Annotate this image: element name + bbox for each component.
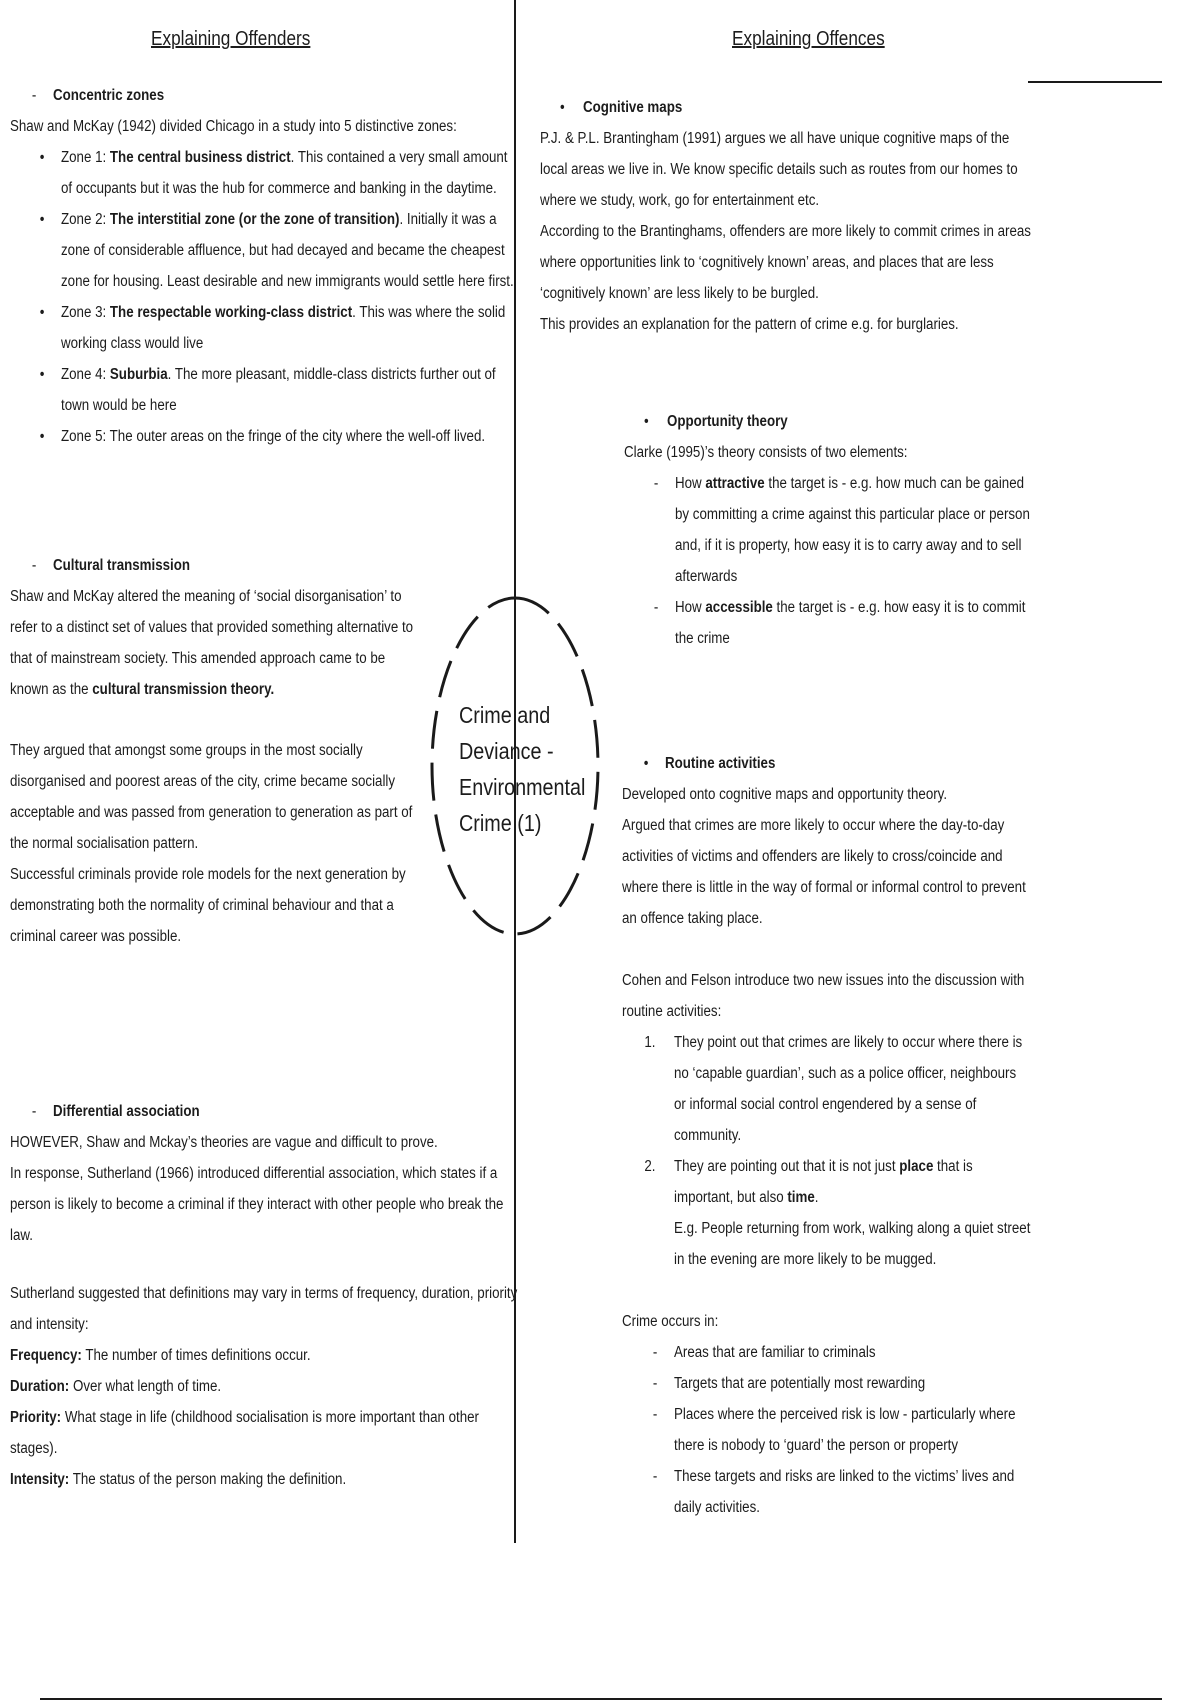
differential-text: In response, Sutherland (1966) introduced differential association, which states if a xyxy=(10,1165,498,1182)
number-marker: 2. xyxy=(644,1158,656,1175)
right-column-title: Explaining Offences xyxy=(732,28,885,50)
routine-numbered-list xyxy=(644,1027,1088,1275)
zone4-text: . The more pleasant, middle-class districts further out of xyxy=(167,366,496,383)
bullet-marker: • xyxy=(39,211,45,228)
center-title-line: Crime (1) xyxy=(459,810,542,836)
routine-issue-text: community. xyxy=(674,1127,742,1144)
zone2-text-cont: zone for housing. Least desirable and new immigrants would settle here first. xyxy=(61,273,514,290)
zone1-name: The central business district xyxy=(109,149,291,166)
crime-occurs-item: Areas that are familiar to criminals xyxy=(674,1344,876,1361)
cognitive-text: ‘cognitively known’ are less likely to be burgled. xyxy=(540,285,819,302)
zone2-text-cont: zone of considerable affluence, but had decayed and became the cheapest xyxy=(61,242,505,259)
zone1-text-cont: of occupants but it was the hub for commerce and banking in the daytime. xyxy=(61,180,497,197)
zone3-text-cont: working class would live xyxy=(61,335,204,352)
opportunity-text: the target is - e.g. how easy it is to commit xyxy=(772,599,1026,616)
center-title-line: Crime and xyxy=(459,702,551,728)
dash-marker: - xyxy=(653,475,659,492)
cognitive-text: where we study, work, go for entertainment etc. xyxy=(540,192,820,209)
intensity-term: Intensity: xyxy=(10,1471,70,1488)
routine-text: where there is little in the way of formal or informal control to prevent xyxy=(622,879,1026,896)
bullet-marker: • xyxy=(643,755,649,772)
routine-text: an offence taking place. xyxy=(622,910,763,927)
differential-text: and intensity: xyxy=(10,1316,89,1333)
opportunity-text: How xyxy=(675,599,706,616)
crime-occurs-item: Places where the perceived risk is low - particularly where xyxy=(674,1406,1016,1423)
cultural-text: criminal career was possible. xyxy=(10,928,182,945)
cognitive-maps-heading: Cognitive maps xyxy=(583,99,683,116)
cognitive-maps-section xyxy=(540,92,1111,340)
opportunity-text: the crime xyxy=(675,630,730,647)
frequency-term: Frequency: xyxy=(10,1347,82,1364)
cultural-text: known as the xyxy=(10,681,93,698)
differential-text: Sutherland suggested that definitions may vary in terms of frequency, duration, priority xyxy=(10,1285,518,1302)
opportunity-text: How xyxy=(675,475,706,492)
zone4-text-cont: town would be here xyxy=(61,397,177,414)
concentric-zones-heading: Concentric zones xyxy=(53,87,165,104)
zone3-name: The respectable working-class district xyxy=(109,304,353,321)
opportunity-list xyxy=(653,468,1088,654)
routine-activities-heading: Routine activities xyxy=(665,755,776,772)
cultural-transmission-section xyxy=(10,550,479,705)
routine-text: Cohen and Felson introduce two new issues into the discussion with xyxy=(622,972,1025,989)
opportunity-text: by committing a crime against this particular place or person xyxy=(675,506,1030,523)
duration-text: Over what length of time. xyxy=(69,1378,222,1395)
differential-text: HOWEVER, Shaw and Mckay’s theories are vague and difficult to prove. xyxy=(10,1134,438,1151)
crime-occurs-item: Targets that are potentially most rewarding xyxy=(674,1375,926,1392)
zone2-label: Zone 2: xyxy=(61,211,110,228)
left-column-title: Explaining Offenders xyxy=(151,28,311,50)
routine-activities-section xyxy=(622,748,1092,934)
opportunity-text: the target is - e.g. how much can be gained xyxy=(764,475,1025,492)
cultural-text: refer to a distinct set of values that provided something alternative to xyxy=(10,619,414,636)
routine-issue-text: They point out that crimes are likely to occur where there is xyxy=(674,1034,1023,1051)
priority-text: What stage in life (childhood socialisation is more important than other xyxy=(61,1409,480,1426)
dash-marker: - xyxy=(653,599,659,616)
center-topic-title xyxy=(459,697,606,841)
intensity-text: The status of the person making the definition. xyxy=(69,1471,347,1488)
differential-definitions xyxy=(10,1278,600,1495)
zone3-text: . This was where the solid xyxy=(352,304,506,321)
crime-occurs-list xyxy=(652,1337,1071,1523)
routine-issues-intro xyxy=(622,965,1090,1027)
center-title-line: Environmental xyxy=(459,774,586,800)
routine-text: Developed onto cognitive maps and opportunity theory. xyxy=(622,786,948,803)
routine-issue-text: no ‘capable guardian’, such as a police officer, neighbours xyxy=(674,1065,1017,1082)
bullet-marker: • xyxy=(644,413,649,430)
bullet-marker: • xyxy=(39,149,45,166)
routine-text: Argued that crimes are more likely to occur where the day-to-day xyxy=(622,817,1005,834)
cognitive-text: where opportunities link to ‘cognitively known’ areas, and places that are less xyxy=(540,254,994,271)
cultural-text: Successful criminals provide role models for the next generation by xyxy=(10,866,406,883)
bullet-marker: • xyxy=(39,304,45,321)
cognitive-text: P.J. & P.L. Brantingham (1991) argues we all have unique cognitive maps of the xyxy=(540,130,1010,147)
dash-marker: - xyxy=(31,87,37,104)
accessible-term: accessible xyxy=(705,599,773,616)
cultural-transmission-heading: Cultural transmission xyxy=(53,557,191,574)
opportunity-text: afterwards xyxy=(675,568,738,585)
opportunity-theory-section xyxy=(624,406,954,468)
bullet-marker: • xyxy=(39,366,45,383)
time-term: time xyxy=(787,1189,815,1206)
zone1-text: . This contained a very small amount xyxy=(290,149,508,166)
dash-marker: - xyxy=(31,1103,37,1120)
center-title-line: Deviance - xyxy=(459,738,554,764)
crime-occurs-item-cont: there is nobody to ‘guard’ the person or property xyxy=(674,1437,959,1454)
cultural-transmission-term: cultural transmission theory. xyxy=(92,681,275,698)
concentric-intro: Shaw and McKay (1942) divided Chicago in a study into 5 distinctive zones: xyxy=(10,118,457,135)
routine-issue-text: in the evening are more likely to be mugged. xyxy=(674,1251,937,1268)
number-marker: 1. xyxy=(644,1034,656,1051)
routine-issue-text: that is xyxy=(933,1158,973,1175)
routine-issue-text: or informal social control engendered by a sense of xyxy=(674,1096,977,1113)
routine-text: routine activities: xyxy=(622,1003,722,1020)
differential-association-section xyxy=(10,1096,584,1251)
top-right-rule xyxy=(1028,81,1162,83)
dash-marker: - xyxy=(652,1406,658,1423)
differential-association-heading: Differential association xyxy=(53,1103,200,1120)
zone3-label: Zone 3: xyxy=(61,304,110,321)
attractive-term: attractive xyxy=(705,475,765,492)
bullet-marker: • xyxy=(560,99,565,116)
differential-text: law. xyxy=(10,1227,33,1244)
cultural-text: Shaw and McKay altered the meaning of ‘social disorganisation’ to xyxy=(10,588,402,605)
cultural-text: demonstrating both the normality of criminal behaviour and that a xyxy=(10,897,394,914)
dash-marker: - xyxy=(652,1344,658,1361)
routine-issue-text: . xyxy=(814,1189,819,1206)
bullet-marker: • xyxy=(39,428,45,445)
frequency-text: The number of times definitions occur. xyxy=(81,1347,311,1364)
routine-text: activities of victims and offenders are likely to cross/coincide and xyxy=(622,848,1003,865)
zone2-name: The interstitial zone (or the zone of transition) xyxy=(109,211,400,228)
priority-text-cont: stages). xyxy=(10,1440,58,1457)
opportunity-text: and, if it is property, how easy it is to carry away and to sell xyxy=(675,537,1022,554)
duration-term: Duration: xyxy=(10,1378,70,1395)
zone4-label: Zone 4: xyxy=(61,366,110,383)
routine-issue-text: E.g. People returning from work, walking along a quiet street xyxy=(674,1220,1031,1237)
cultural-text: acceptable and was passed from generation to generation as part of xyxy=(10,804,413,821)
opportunity-intro: Clarke (1995)’s theory consists of two elements: xyxy=(624,444,908,461)
dash-marker: - xyxy=(652,1375,658,1392)
crime-occurs-item-cont: daily activities. xyxy=(674,1499,760,1516)
zone4-name: Suburbia xyxy=(109,366,168,383)
dash-marker: - xyxy=(31,557,37,574)
concentric-zones-section xyxy=(10,80,189,111)
crime-occurs-item: These targets and risks are linked to the victims’ lives and xyxy=(674,1468,1015,1485)
cognitive-text: According to the Brantinghams, offenders are more likely to commit crimes in areas xyxy=(540,223,1031,240)
zone5-text: Zone 5: The outer areas on the fringe of the city where the well-off lived. xyxy=(61,428,486,445)
zone2-text: . Initially it was a xyxy=(399,211,497,228)
opportunity-theory-heading: Opportunity theory xyxy=(667,413,788,430)
priority-term: Priority: xyxy=(10,1409,62,1426)
zone-list xyxy=(39,142,587,452)
cognitive-text: This provides an explanation for the pattern of crime e.g. for burglaries. xyxy=(540,316,959,333)
cultural-text: They argued that amongst some groups in the most socially xyxy=(10,742,363,759)
cognitive-text: local areas we live in. We know specific details such as routes from our homes to xyxy=(540,161,1018,178)
cultural-text: disorganised and poorest areas of the city, crime became socially xyxy=(10,773,396,790)
cultural-text: that of mainstream society. This amended approach came to be xyxy=(10,650,386,667)
cultural-text: the normal socialisation pattern. xyxy=(10,835,199,852)
differential-text: person is likely to become a criminal if they interact with other people who break the xyxy=(10,1196,504,1213)
routine-issue-text: They are pointing out that it is not just xyxy=(674,1158,900,1175)
place-term: place xyxy=(899,1158,934,1175)
dash-marker: - xyxy=(652,1468,658,1485)
zone1-label: Zone 1: xyxy=(61,149,110,166)
cultural-argument xyxy=(10,735,478,952)
routine-issue-text: important, but also xyxy=(674,1189,788,1206)
crime-occurs-label: Crime occurs in: xyxy=(622,1313,719,1330)
